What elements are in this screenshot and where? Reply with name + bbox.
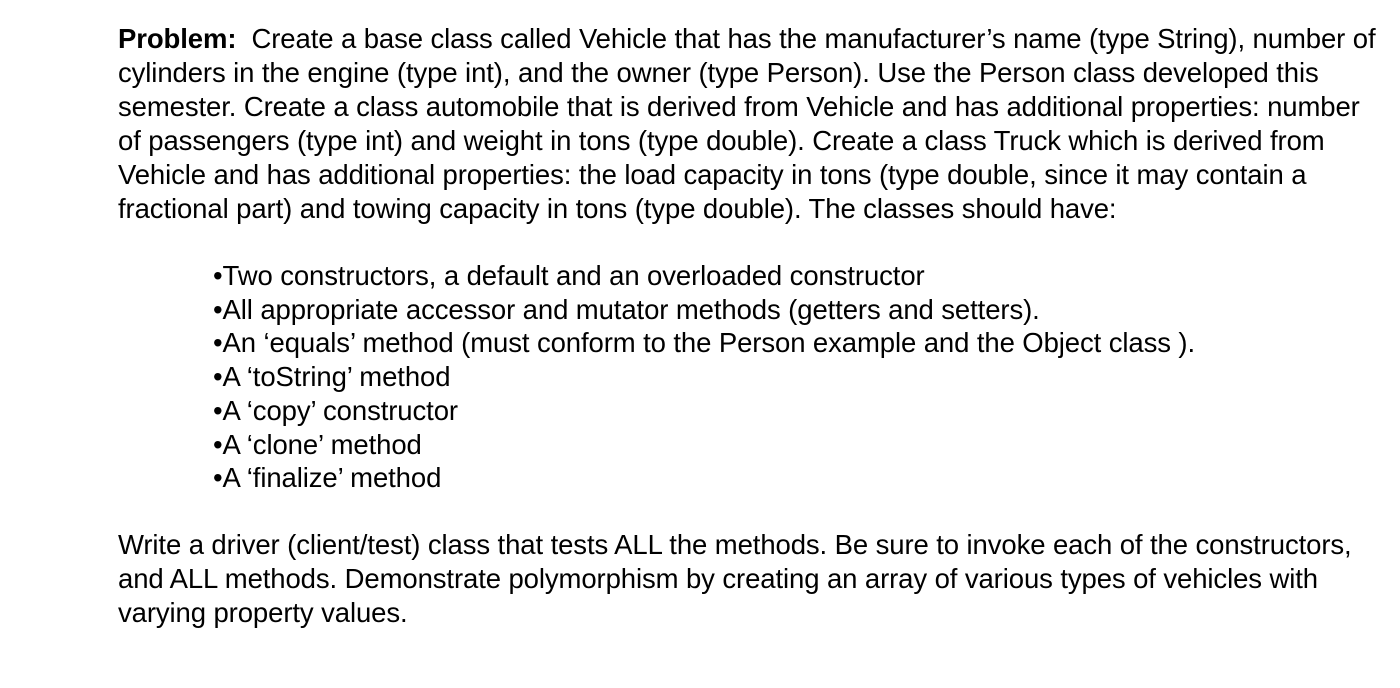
requirement-text: A ‘clone’ method	[222, 428, 422, 460]
bullet-icon: •	[213, 394, 223, 426]
bullet-icon: •	[213, 327, 223, 359]
requirement-item	[213, 326, 1378, 360]
requirement-text: An ‘equals’ method (must conform to the Person example and the Object class ).	[222, 327, 1196, 359]
requirement-item	[213, 461, 1378, 495]
problem-text: Create a base class called Vehicle that has the manufacturer’s name (type String), number of cylinders in the engine (type int), and the owner (type Person). Use the Person class developed this semester. Create a class automobile that is derived from Vehicle and has additional properties: number of passengers (type int) and weight in tons (type double). Create a class Truck which is derived from Vehicle and has additional properties: the load capacity in tons (type double, since it may contain a fractional part) and towing capacity in tons (type double). The classes should have:	[118, 23, 1376, 224]
requirement-text: A ‘copy’ constructor	[222, 394, 458, 426]
bullet-icon: •	[213, 260, 223, 291]
requirement-item	[213, 293, 1378, 327]
requirement-item	[213, 360, 1378, 394]
requirement-item	[213, 428, 1378, 462]
bullet-icon: •	[213, 462, 223, 494]
requirements-list	[118, 259, 1378, 495]
requirement-item	[213, 394, 1378, 428]
bullet-icon: •	[213, 428, 223, 460]
requirement-text: A ‘toString’ method	[222, 361, 451, 393]
requirement-item	[213, 259, 1378, 293]
requirement-text: A ‘finalize’ method	[222, 462, 442, 494]
requirement-text: Two constructors, a default and an overloaded constructor	[222, 260, 925, 291]
bullet-icon: •	[213, 293, 223, 325]
requirement-text: All appropriate accessor and mutator methods (getters and setters).	[222, 293, 1040, 325]
closing-paragraph: Write a driver (client/test) class that tests ALL the methods. Be sure to invoke each of the constructors, and ALL methods. Demonstrate polymorphism by creating an array of various types of vehicles with varying property values.	[118, 528, 1352, 628]
problem-paragraph	[118, 22, 1378, 226]
problem-label: Problem:	[118, 23, 237, 54]
bullet-icon: •	[213, 361, 223, 393]
assignment-document	[118, 22, 1378, 630]
